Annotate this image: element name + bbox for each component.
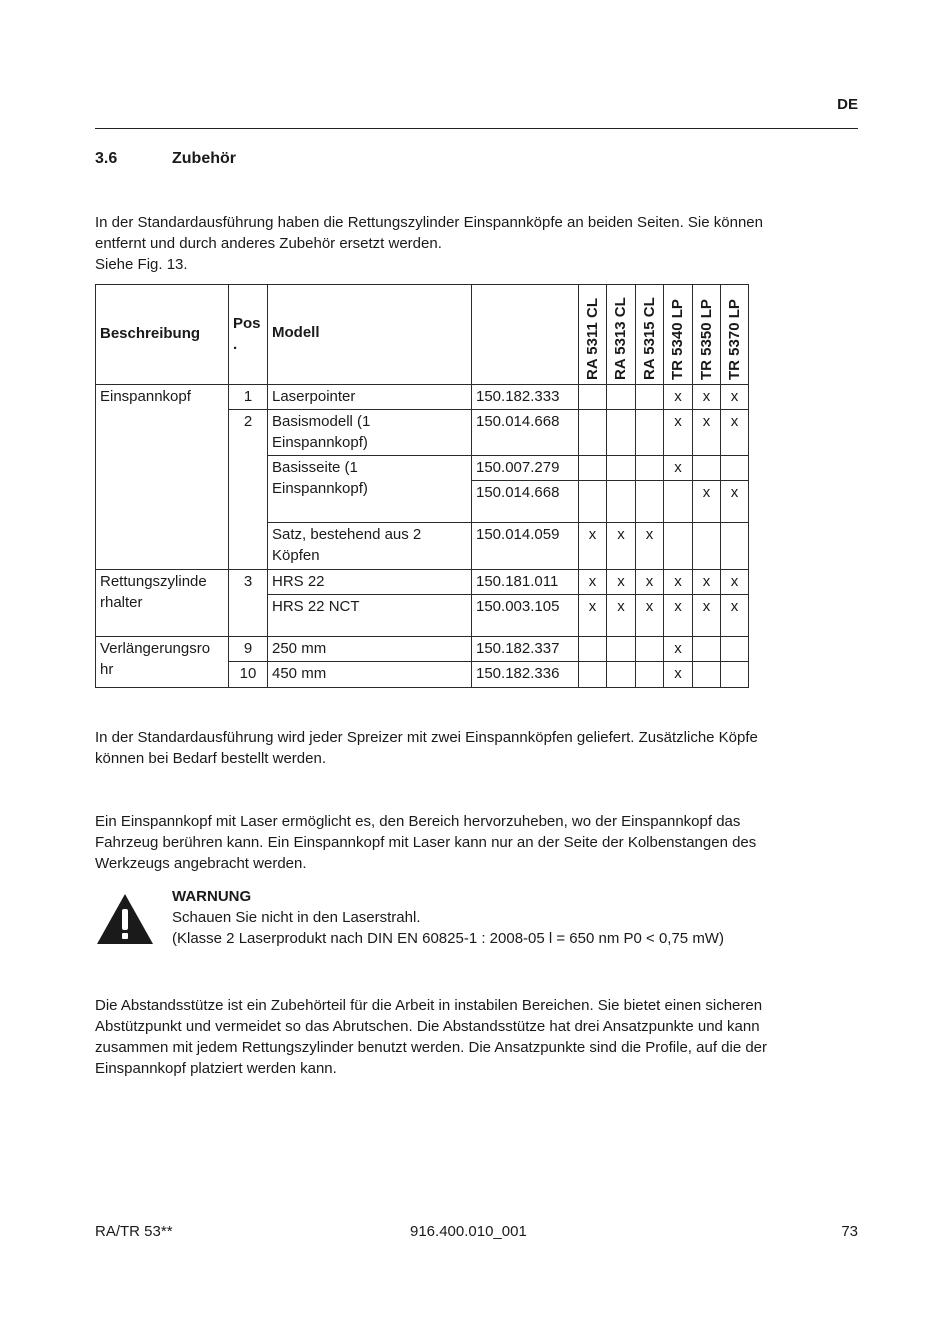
row9-number: 150.182.336 <box>471 661 579 688</box>
header-model-ra5313 <box>606 284 636 385</box>
para4-line-4: Einspannkopf platziert werden kann. <box>95 1060 337 1077</box>
para4-line-1: Die Abstandsstütze ist ein Zubehörteil für die Arbeit in instabilen Bereichen. Sie bietet einen sicheren <box>95 997 763 1014</box>
row9-mark-5 <box>692 661 721 688</box>
row6-mark-5: x <box>692 569 721 595</box>
header-model-tr5340-label: TR 5340 LP <box>669 299 686 380</box>
row2-mark-1 <box>578 409 607 456</box>
row9-model: 450 mm <box>267 661 472 688</box>
intro-paragraph <box>95 212 858 275</box>
header-model: Modell <box>267 284 472 385</box>
row2-pos: 2 <box>228 409 268 570</box>
row6-mark-2: x <box>606 569 636 595</box>
group-rettungszylinderhalter-line-2: rhalter <box>100 594 143 611</box>
header-model-tr5370-label: TR 5370 LP <box>725 299 743 380</box>
header-divider <box>95 128 858 129</box>
header-model-tr5350-label: TR 5350 LP <box>697 299 715 380</box>
row3-model-line-1: Basisseite (1 <box>272 459 358 476</box>
row6-mark-1: x <box>578 569 607 595</box>
row9-mark-6 <box>720 661 749 688</box>
row6-model: HRS 22 <box>267 569 472 595</box>
row1-mark-5: x <box>692 384 721 410</box>
section-number: 3.6 <box>95 150 118 167</box>
para3-line-2: Fahrzeug berühren kann. Ein Einspannkopf mit Laser kann nur an der Seite der Kolbenstangen des <box>95 834 757 851</box>
row8-mark-5 <box>692 636 721 662</box>
header-model-ra5311 <box>578 284 607 385</box>
group-verlaengerungsrohr <box>95 636 229 688</box>
row2-model-line-1: Basismodell (1 <box>272 413 371 430</box>
row5-number: 150.014.059 <box>471 522 579 570</box>
para3-line-3: Werkzeugs angebracht werden. <box>95 855 307 872</box>
group-verlaengerungsrohr-line-2: hr <box>100 661 114 678</box>
row7-number: 150.003.105 <box>471 594 579 637</box>
section-title: Zubehör <box>172 150 236 167</box>
row8-mark-4: x <box>663 636 693 662</box>
intro-line-2: entfernt und durch anderes Zubehör ersetzt werden. <box>95 235 442 252</box>
row3-mark-3 <box>635 455 664 481</box>
para4-line-2: Abstützpunkt und vermeidet so das Abrutschen. Die Abstandsstütze hat drei Ansatzpunkte und kann <box>95 1018 760 1035</box>
group-rettungszylinderhalter <box>95 569 229 637</box>
intro-line-3: Siehe Fig. 13. <box>95 256 188 273</box>
row6-mark-4: x <box>663 569 693 595</box>
row3-mark-5 <box>692 455 721 481</box>
para4-line-3: zusammen mit jedem Rettungszylinder benutzt werden. Die Ansatzpunkte sind die Profile, auf die der <box>95 1039 768 1056</box>
language-label: DE <box>837 96 858 113</box>
row7-mark-3: x <box>635 594 664 637</box>
header-pos <box>228 284 268 385</box>
header-model-ra5311-label: RA 5311 CL <box>583 298 601 380</box>
row4-mark-3 <box>635 480 664 523</box>
row6-mark-3: x <box>635 569 664 595</box>
row1-mark-3 <box>635 384 664 410</box>
footer-document-number: 916.400.010_001 <box>410 1223 527 1240</box>
row5-mark-5 <box>692 522 721 570</box>
row9-mark-1 <box>578 661 607 688</box>
header-pos-dot: . <box>233 336 238 353</box>
row9-mark-2 <box>606 661 636 688</box>
row2-mark-3 <box>635 409 664 456</box>
row4-mark-2 <box>606 480 636 523</box>
warning-line-2: (Klasse 2 Laserprodukt nach DIN EN 60825-1 : 2008-05 l = 650 nm P0 < 0,75 mW) <box>172 930 724 947</box>
row4-number: 150.014.668 <box>471 480 579 523</box>
row3-mark-6 <box>720 455 749 481</box>
row2-model-line-2: Einspannkopf) <box>272 434 368 451</box>
header-model-tr5350 <box>692 284 721 385</box>
row5-mark-6 <box>720 522 749 570</box>
footer-product: RA/TR 53** <box>95 1223 173 1240</box>
row9-mark-3 <box>635 661 664 688</box>
row5-mark-3: x <box>635 522 664 570</box>
row3-number: 150.007.279 <box>471 455 579 481</box>
row8-model: 250 mm <box>267 636 472 662</box>
para2-line-2: können bei Bedarf bestellt werden. <box>95 750 326 767</box>
row5-model-line-1: Satz, bestehend aus 2 <box>272 526 422 543</box>
row3-model <box>267 455 472 523</box>
header-number <box>471 284 579 385</box>
paragraph-heads-supply <box>95 727 858 769</box>
row7-mark-4: x <box>663 594 693 637</box>
row7-mark-5: x <box>692 594 721 637</box>
para3-line-1: Ein Einspannkopf mit Laser ermöglicht es, den Bereich hervorzuheben, wo der Einspannkopf das <box>95 813 741 830</box>
row9-pos: 10 <box>228 661 268 688</box>
paragraph-laser-head <box>95 811 858 874</box>
row1-mark-6: x <box>720 384 749 410</box>
row1-mark-1 <box>578 384 607 410</box>
row4-mark-4 <box>663 480 693 523</box>
row1-mark-2 <box>606 384 636 410</box>
row7-model: HRS 22 NCT <box>267 594 472 637</box>
row4-mark-6: x <box>720 480 749 523</box>
row5-mark-1: x <box>578 522 607 570</box>
header-model-ra5315-label: RA 5315 CL <box>640 297 658 380</box>
row3-mark-2 <box>606 455 636 481</box>
group-verlaengerungsrohr-line-1: Verlängerungsro <box>100 640 211 657</box>
row8-mark-6 <box>720 636 749 662</box>
row1-model: Laserpointer <box>267 384 472 410</box>
row5-mark-4 <box>663 522 693 570</box>
header-model-tr5340 <box>663 284 693 385</box>
row3-mark-4: x <box>663 455 693 481</box>
row8-mark-2 <box>606 636 636 662</box>
warning-block <box>172 886 724 949</box>
intro-line-1: In der Standardausführung haben die Rettungszylinder Einspannköpfe an beiden Seiten. Sie können <box>95 214 763 231</box>
header-description: Beschreibung <box>95 284 229 385</box>
row6-pos: 3 <box>228 569 268 637</box>
row6-mark-6: x <box>720 569 749 595</box>
row2-mark-4: x <box>663 409 693 456</box>
row1-mark-4: x <box>663 384 693 410</box>
row8-number: 150.182.337 <box>471 636 579 662</box>
row8-mark-1 <box>578 636 607 662</box>
row1-number: 150.182.333 <box>471 384 579 410</box>
row4-mark-5: x <box>692 480 721 523</box>
row9-mark-4: x <box>663 661 693 688</box>
row2-mark-2 <box>606 409 636 456</box>
header-model-ra5313-label: RA 5313 CL <box>612 297 629 380</box>
row3-model-line-2: Einspannkopf) <box>272 480 368 497</box>
group-einspannkopf: Einspannkopf <box>95 384 229 570</box>
header-pos-label: Pos <box>233 315 261 332</box>
row6-number: 150.181.011 <box>471 569 579 595</box>
row2-mark-6: x <box>720 409 749 456</box>
warning-line-1: Schauen Sie nicht in den Laserstrahl. <box>172 909 421 926</box>
row1-pos: 1 <box>228 384 268 410</box>
row5-model-line-2: Köpfen <box>272 547 320 564</box>
row7-mark-2: x <box>606 594 636 637</box>
row7-mark-6: x <box>720 594 749 637</box>
row4-mark-1 <box>578 480 607 523</box>
warning-triangle-icon <box>96 893 154 945</box>
header-model-tr5370 <box>720 284 749 385</box>
footer-page-number: 73 <box>841 1223 858 1240</box>
paragraph-support <box>95 995 858 1079</box>
row7-mark-1: x <box>578 594 607 637</box>
row8-mark-3 <box>635 636 664 662</box>
row3-mark-1 <box>578 455 607 481</box>
row2-number: 150.014.668 <box>471 409 579 456</box>
row2-mark-5: x <box>692 409 721 456</box>
group-rettungszylinderhalter-line-1: Rettungszylinde <box>100 573 207 590</box>
para2-line-1: In der Standardausführung wird jeder Spreizer mit zwei Einspannköpfen geliefert. Zusätzliche Köpfe <box>95 729 758 746</box>
row5-mark-2: x <box>606 522 636 570</box>
row8-pos: 9 <box>228 636 268 662</box>
header-model-ra5315 <box>635 284 664 385</box>
row5-model <box>267 522 472 570</box>
row2-model <box>267 409 472 456</box>
warning-title: WARNUNG <box>172 888 252 905</box>
